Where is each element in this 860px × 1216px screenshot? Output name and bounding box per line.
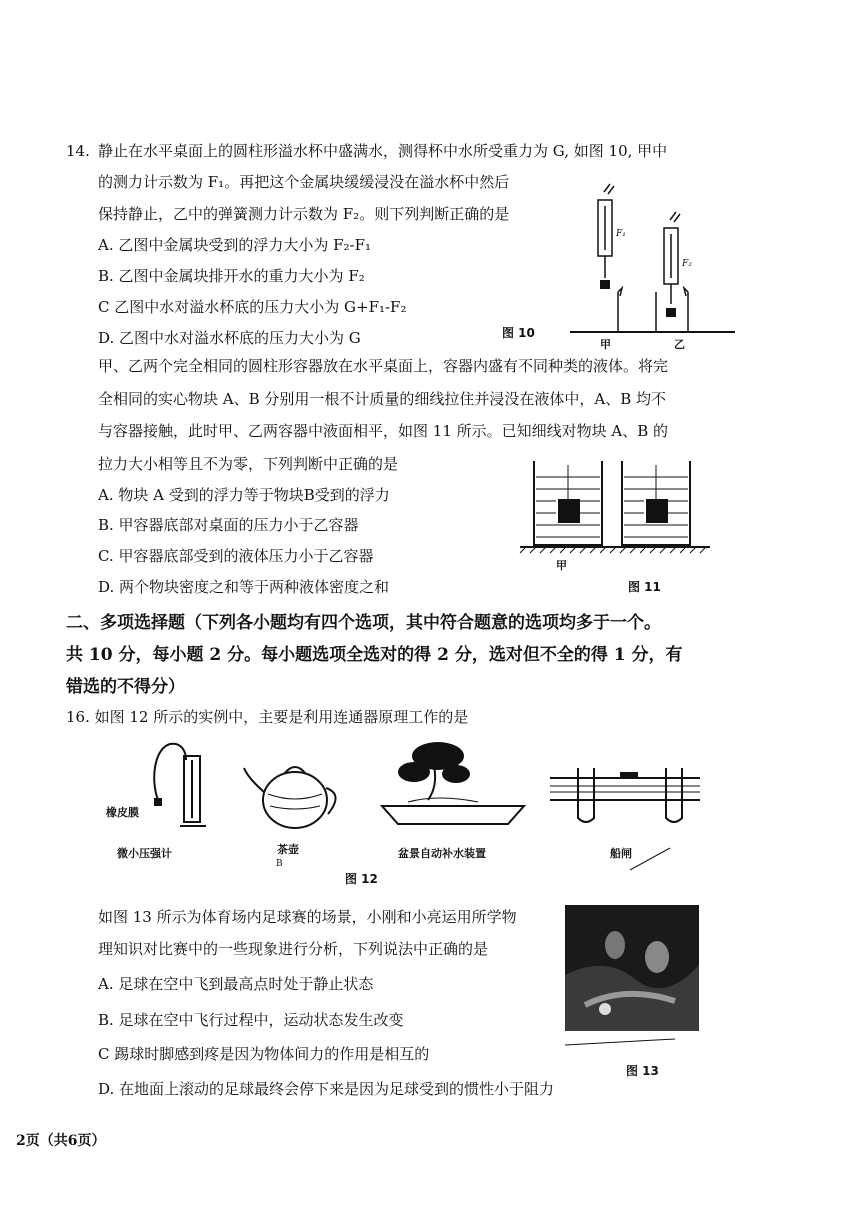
q17-line2: 理知识对比赛中的一些现象进行分析，下列说法中正确的是 — [98, 940, 489, 958]
q15-option-c: C. 甲容器底部受到的液体压力小于乙容器 — [98, 547, 374, 565]
q17-option-a: A. 足球在空中飞到最高点时处于静止状态 — [98, 975, 374, 993]
q14-line1: 静止在水平桌面上的圆柱形溢水杯中盛满水，测得杯中水所受重力为 G, 如图 10, 甲中 — [98, 142, 668, 160]
rubber-membrane-label: 橡皮膜 — [106, 806, 139, 819]
figure-10-caption: 图 10 — [502, 326, 535, 340]
section2-line2: 共 10 分，每小题 2 分。每小题选项全选对的得 2 分，选对但不全的得 1 分，有 — [66, 645, 683, 665]
label-bonsai: 盆景自动补水装置 — [398, 847, 486, 860]
q14-option-c: C 乙图中水对溢水杯底的压力大小为 G+F₁-F₂ — [98, 298, 407, 316]
q15-line2: 全相同的实心物块 A、B 分别用一根不计质量的细线拉住并浸没在液体中，A、B 均不 — [98, 390, 667, 408]
bonsai-water-device-image — [378, 736, 528, 836]
q17-option-b: B. 足球在空中飞行过程中，运动状态发生改变 — [98, 1011, 404, 1029]
q15-option-a: A. 物块 A 受到的浮力等于物块B受到的浮力 — [98, 486, 390, 504]
fig10-label-yi: 乙 — [674, 338, 685, 351]
q17-line1: 如图 13 所示为体育场内足球赛的场景，小刚和小亮运用所学物 — [98, 908, 517, 926]
fig11-label-jia: 甲 — [556, 559, 567, 572]
teapot-image — [240, 748, 350, 838]
q15-line4: 拉力大小相等且不为零，下列判断中正确的是 — [98, 455, 399, 473]
q14-number: 14. — [66, 142, 90, 160]
q14-line3: 保持静止，乙中的弹簧测力计示数为 F₂。则下列判断正确的是 — [98, 205, 510, 223]
fig10-label-jia: 甲 — [600, 338, 611, 351]
figure-13-caption: 图 13 — [626, 1064, 659, 1078]
sub-mark: B — [276, 859, 283, 869]
figure-10 — [560, 180, 740, 350]
f1-label: F₁ — [616, 229, 626, 239]
q14-option-d: D. 乙图中水对溢水杯底的压力大小为 G — [98, 329, 361, 347]
label-ship-lock: 船闸 — [610, 847, 632, 860]
q14-option-a: A. 乙图中金属块受到的浮力大小为 F₂-F₁ — [98, 236, 372, 254]
q15-line3: 与容器接触，此时甲、乙两容器中液面相平，如图 11 所示。已知细线对物块 A、B 的 — [98, 422, 669, 440]
section2-line1: 二、多项选择题（下列各小题均有四个选项，其中符合题意的选项均多于一个。 — [66, 613, 661, 633]
figure-12-caption: 图 12 — [345, 872, 378, 886]
q16-stem: 16. 如图 12 所示的实例中，主要是利用连通器原理工作的是 — [66, 708, 469, 726]
football-match-photo — [565, 905, 700, 1035]
q15-line1: 甲、乙两个完全相同的圆柱形容器放在水平桌面上，容器内盛有不同种类的液体。将完 — [98, 357, 669, 375]
q17-option-d: D. 在地面上滚动的足球最终会停下来是因为足球受到的惯性小于阻力 — [98, 1080, 555, 1098]
q17-option-c: C 踢球时脚感到疼是因为物体间力的作用是相互的 — [98, 1045, 430, 1063]
figure-11 — [520, 455, 720, 575]
pressure-gauge-image — [130, 738, 220, 838]
page-footer: 2页（共6页） — [16, 1133, 106, 1149]
q15-option-b: B. 甲容器底部对桌面的压力小于乙容器 — [98, 516, 359, 534]
q14-option-b: B. 乙图中金属块排开水的重力大小为 F₂ — [98, 267, 365, 285]
q15-option-d: D. 两个物块密度之和等于两种液体密度之和 — [98, 578, 390, 596]
figure-11-caption: 图 11 — [628, 580, 661, 594]
label-pressure-gauge: 微小压强计 — [117, 847, 172, 860]
section2-line3: 错选的不得分） — [66, 677, 185, 697]
q14-line2: 的测力计示数为 F₁。再把这个金属块缓缓浸没在溢水杯中然后 — [98, 173, 510, 191]
f2-label: F₂ — [682, 259, 692, 269]
label-teapot: 茶壶 — [277, 843, 299, 856]
